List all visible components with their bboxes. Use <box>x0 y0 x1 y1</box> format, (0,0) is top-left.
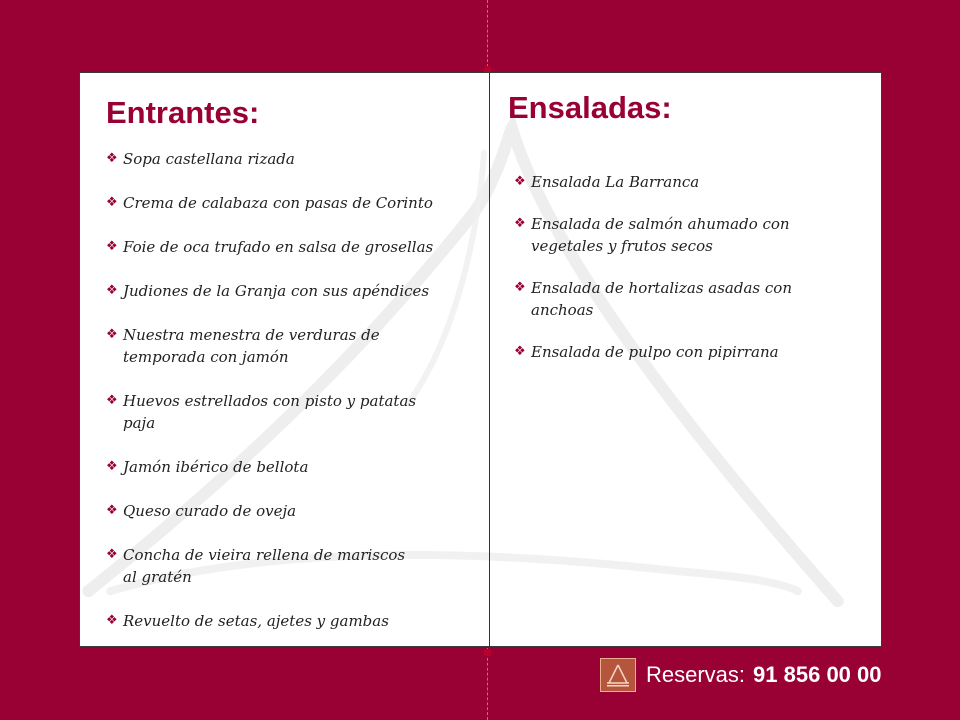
menu-item-line: Revuelto de setas, ajetes y gambas <box>123 612 389 630</box>
menu-item-line: Sopa castellana rizada <box>123 150 295 168</box>
menu-item-line: Ensalada de salmón ahumado con <box>531 215 790 233</box>
menu-item-line: paja <box>123 414 156 432</box>
menu-item-line: temporada con jamón <box>123 348 289 366</box>
ensaladas-title: Ensaladas: <box>508 90 672 125</box>
diamond-bullet-icon: ❖ <box>106 151 118 166</box>
reservations-label: Reservas: <box>646 662 746 687</box>
menu-item <box>106 236 486 258</box>
reservations-footer <box>600 657 882 693</box>
menu-item <box>106 500 486 522</box>
menu-item-line: Queso curado de oveja <box>123 502 297 520</box>
menu-item-line: Nuestra menestra de verduras de <box>123 326 380 344</box>
diamond-bullet-icon: ❖ <box>106 459 118 474</box>
menu-item-line: Jamón ibérico de bellota <box>123 458 309 476</box>
menu-item <box>106 390 486 434</box>
menu-item <box>106 544 486 588</box>
diamond-bullet-icon: ❖ <box>106 547 118 562</box>
column-divider <box>489 73 490 646</box>
menu-item-line: Ensalada La Barranca <box>531 173 700 191</box>
diamond-bullet-icon: ❖ <box>106 613 118 628</box>
menu-item <box>106 324 486 368</box>
menu-item-line: Crema de calabaza con pasas de Corinto <box>123 194 433 212</box>
menu-item-line: Judiones de la Granja con sus apéndices <box>123 282 430 300</box>
diamond-bullet-icon: ❖ <box>106 239 118 254</box>
menu-item <box>106 148 486 170</box>
ensaladas-list <box>514 171 874 383</box>
menu-item <box>106 280 486 302</box>
entrantes-title: Entrantes: <box>106 95 260 130</box>
diamond-bullet-icon: ❖ <box>106 327 118 342</box>
restaurant-logo-icon <box>600 658 636 692</box>
menu-item <box>514 277 874 321</box>
fold-line-bottom <box>487 648 488 720</box>
fold-line-top <box>487 0 488 72</box>
menu-item-line: al gratén <box>123 568 192 586</box>
menu-panel <box>79 72 882 647</box>
diamond-bullet-icon: ❖ <box>514 174 526 189</box>
menu-item-line: Huevos estrellados con pisto y patatas <box>123 392 417 410</box>
menu-item <box>514 171 874 193</box>
diamond-bullet-icon: ❖ <box>106 195 118 210</box>
diamond-bullet-icon: ❖ <box>514 216 526 231</box>
diamond-bullet-icon: ❖ <box>514 344 526 359</box>
reservations-phone: 91 856 00 00 <box>753 662 882 687</box>
diamond-bullet-icon: ❖ <box>106 283 118 298</box>
diamond-bullet-icon: ❖ <box>514 280 526 295</box>
entrantes-list <box>106 148 486 654</box>
menu-item-line: Ensalada de pulpo con pipirrana <box>531 343 779 361</box>
menu-item-line: vegetales y frutos secos <box>531 237 713 255</box>
menu-item <box>514 213 874 257</box>
menu-item <box>106 456 486 478</box>
menu-item <box>106 610 486 632</box>
diamond-bullet-icon: ❖ <box>106 503 118 518</box>
menu-item <box>514 341 874 363</box>
menu-item-line: Concha de vieira rellena de mariscos <box>123 546 406 564</box>
menu-item-line: Ensalada de hortalizas asadas con <box>531 279 792 297</box>
menu-item-line: Foie de oca trufado en salsa de grosellas <box>123 238 434 256</box>
menu-item-line: anchoas <box>531 301 594 319</box>
menu-item <box>106 192 486 214</box>
diamond-bullet-icon: ❖ <box>106 393 118 408</box>
